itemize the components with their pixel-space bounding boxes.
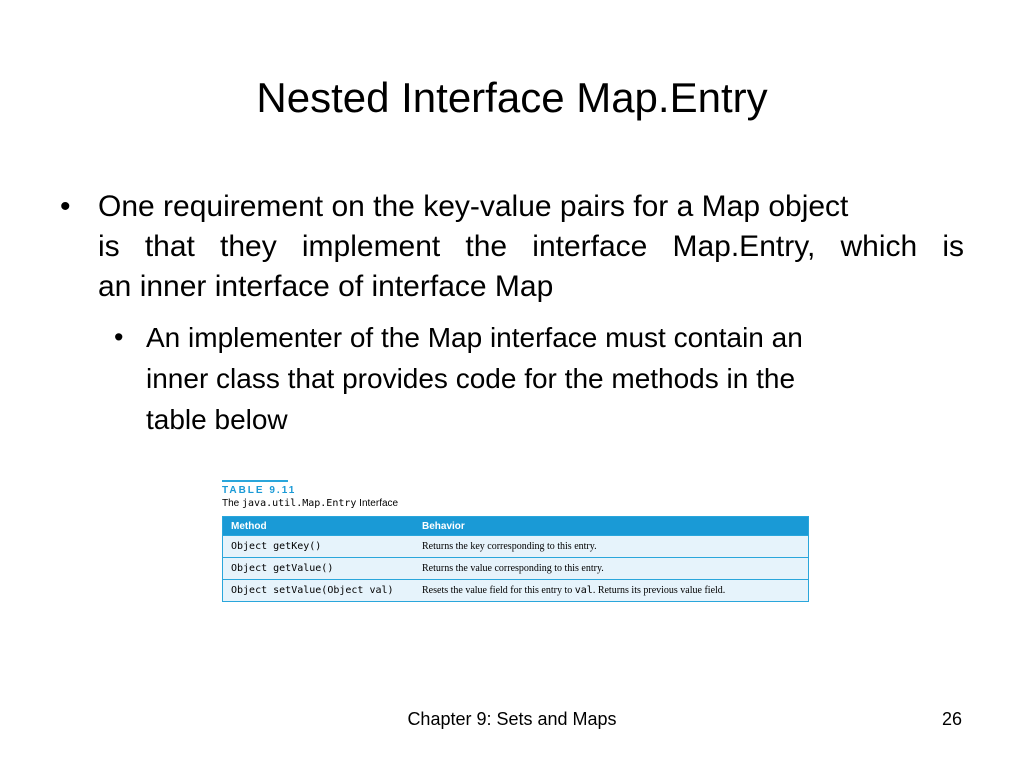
- bullet-1-text: [98, 187, 964, 307]
- bullet-1-line: an inner interface of interface Map: [98, 270, 554, 303]
- footer-chapter: Chapter 9: Sets and Maps: [407, 709, 617, 729]
- bullet-1-line: is that they implement the interface Map.Entry, which is: [98, 230, 964, 263]
- behavior-cell: Returns the value corresponding to this entry.: [414, 558, 809, 580]
- table-caption-suffix: Interface: [356, 498, 399, 509]
- table-caption-prefix: The: [222, 498, 243, 509]
- behavior-text: . Returns its previous value field.: [592, 585, 726, 596]
- method-cell: Object setValue(Object val): [223, 580, 415, 602]
- bullet-1-line: One requirement on the key-value pairs for a Map object: [98, 190, 849, 223]
- table-number: TABLE 9.11: [222, 485, 297, 496]
- method-cell: Object getKey(): [223, 536, 415, 558]
- sub-bullet-marker: •: [114, 322, 124, 352]
- behavior-text: Resets the value field for this entry to: [422, 585, 575, 596]
- methods-table: [222, 516, 809, 602]
- column-header-behavior: Behavior: [414, 517, 809, 536]
- table-caption-code: java.util.Map.Entry: [242, 498, 357, 509]
- bullet-marker: •: [60, 190, 71, 223]
- table-row: [223, 580, 809, 602]
- table-row: [223, 558, 809, 580]
- bullet-2-line: An implementer of the Map interface must contain an: [146, 322, 803, 353]
- behavior-cell: [414, 580, 809, 602]
- bullet-2-text: [146, 317, 954, 440]
- table-row: [223, 536, 809, 558]
- slide-title: Nested Interface Map.Entry: [256, 74, 768, 121]
- behavior-cell: Returns the key corresponding to this entry.: [414, 536, 809, 558]
- footer-page-number: 26: [941, 709, 962, 729]
- behavior-code: val: [574, 585, 593, 596]
- table-rule: [222, 480, 288, 482]
- column-header-method: Method: [223, 517, 415, 536]
- table-header-row: [223, 517, 809, 536]
- table-figure: [222, 480, 809, 602]
- table-caption: [222, 497, 809, 511]
- bullet-2-line: table below: [146, 404, 288, 435]
- method-cell: Object getValue(): [223, 558, 415, 580]
- bullet-2-line: inner class that provides code for the methods in the: [146, 363, 796, 394]
